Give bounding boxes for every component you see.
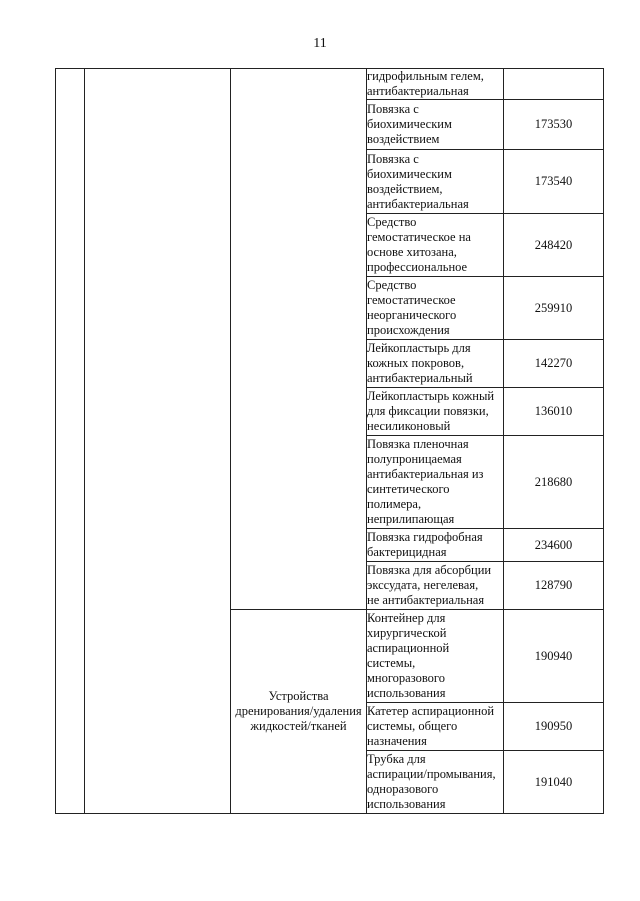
device-name-cell: Повязка с биохимическим воздействием: [367, 100, 504, 150]
device-name-cell: Трубка для аспирации/промывания, одноразового использования: [367, 751, 504, 814]
device-name-cell: Контейнер для хирургической аспирационной системы, многоразового использования: [367, 610, 504, 703]
device-code-cell: 190950: [504, 703, 604, 751]
device-code-cell: 248420: [504, 214, 604, 277]
device-code-cell: 128790: [504, 562, 604, 610]
device-name-cell: Лейкопластырь для кожных покровов, антибактериальный: [367, 340, 504, 388]
device-name-cell: Повязка для абсорбции экссудата, негелевая, не антибактериальная: [367, 562, 504, 610]
device-name-cell: Средство гемостатическое неорганического происхождения: [367, 277, 504, 340]
device-name-cell: Повязка пленочная полупроницаемая антибактериальная из синтетического полимера, неприлипающая: [367, 436, 504, 529]
device-code-cell: 173530: [504, 100, 604, 150]
table-row: [56, 69, 604, 100]
device-code-cell: 136010: [504, 388, 604, 436]
device-name-cell: Повязка с биохимическим воздействием, антибактериальная: [367, 150, 504, 214]
device-name-cell: гидрофильным гелем, антибактериальная: [367, 69, 504, 100]
device-name-cell: Лейкопластырь кожный для фиксации повязки, несиликоновый: [367, 388, 504, 436]
device-name-cell: Повязка гидрофобная бактерицидная: [367, 529, 504, 562]
category-cell: [85, 69, 231, 814]
device-code-cell: 190940: [504, 610, 604, 703]
group-cell-continued: [231, 69, 367, 610]
device-table: [55, 68, 604, 814]
device-code-cell: 259910: [504, 277, 604, 340]
device-code-cell: 142270: [504, 340, 604, 388]
device-code-cell: [504, 69, 604, 100]
device-code-cell: 234600: [504, 529, 604, 562]
page-number: 11: [313, 36, 327, 51]
device-name-cell: Средство гемостатическое на основе хитозана, профессиональное: [367, 214, 504, 277]
device-code-cell: 191040: [504, 751, 604, 814]
group-drainage-cell: Устройства дренирования/удаления жидкостей/тканей: [231, 610, 367, 814]
device-code-cell: 173540: [504, 150, 604, 214]
number-cell: [56, 69, 85, 814]
device-code-cell: 218680: [504, 436, 604, 529]
device-name-cell: Катетер аспирационной системы, общего назначения: [367, 703, 504, 751]
